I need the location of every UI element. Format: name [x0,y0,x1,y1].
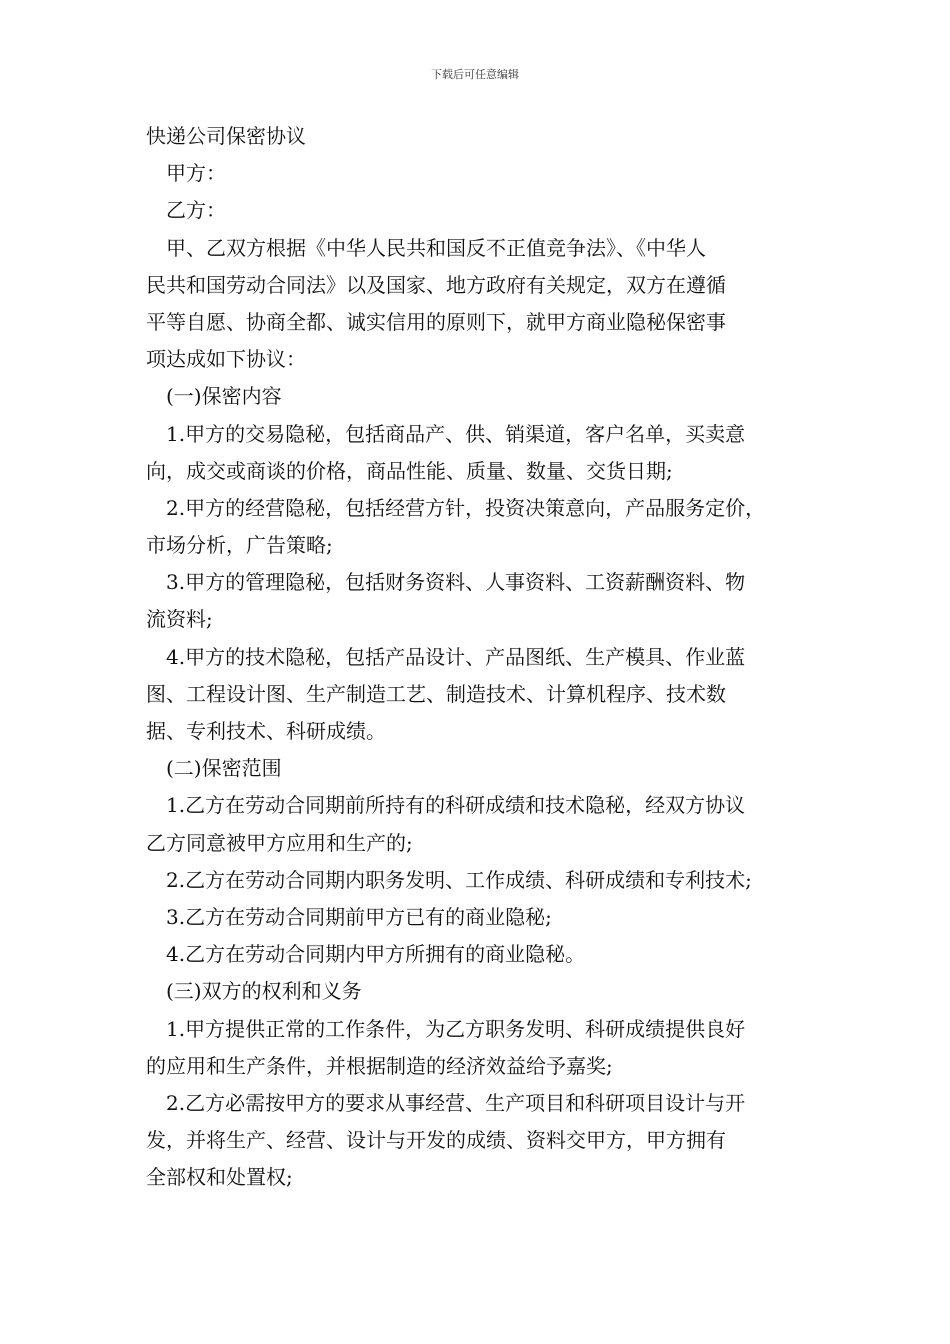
document-title: 快递公司保密协议 [146,124,306,148]
paragraph-line: 项达成如下协议： [146,347,306,372]
paragraph-line: 1.乙方在劳动合同期前所持有的科研成绩和技术隐秘，经双方协议 [146,793,746,818]
section-heading: (三)双方的权利和义务 [146,979,362,1004]
section-heading: (一)保密内容 [146,384,282,409]
paragraph-line: 2.甲方的经营隐秘，包括经营方针，投资决策意向，产品服务定价， [146,495,766,520]
paragraph-line: 据、专利技术、科研成绩。 [146,719,386,743]
paragraph-line: 全部权和处置权; [146,1165,293,1190]
paragraph-line: 2.乙方在劳动合同期内职务发明、工作成绩、科研成绩和专利技术; [146,867,752,892]
paragraph-line: 的应用和生产条件，并根据制造的经济效益给予嘉奖; [146,1053,613,1078]
page-header-note: 下载后可任意编辑 [431,68,519,81]
paragraph-line: 向，成交或商谈的价格，商品性能、质量、数量、交货日期; [146,458,673,483]
paragraph-line: 图、工程设计图、生产制造工艺、制造技术、计算机程序、技术数 [146,681,726,706]
paragraph-line: 4.乙方在劳动合同期内甲方所拥有的商业隐秘。 [146,942,586,967]
paragraph-line: 流资料; [146,607,213,632]
document-body [146,118,826,1196]
paragraph-line: 平等自愿、协商全都、诚实信用的原则下，就甲方商业隐秘保密事 [146,309,726,334]
paragraph-line: 民共和国劳动合同法》以及国家、地方政府有关规定，双方在遵循 [146,272,726,297]
paragraph-line: 乙方同意被甲方应用和生产的; [146,830,413,855]
paragraph-line: 1.甲方提供正常的工作条件，为乙方职务发明、科研成绩提供良好 [146,1016,746,1041]
paragraph-line: 市场分析，广告策略; [146,533,333,558]
party-b-line: 乙方： [146,198,226,223]
party-a-line: 甲方： [146,161,226,186]
section-heading: (二)保密范围 [146,756,282,781]
paragraph-line: 2.乙方必需按甲方的要求从事经营、生产项目和科研项目设计与开 [146,1090,746,1115]
paragraph-line: 3.乙方在劳动合同期前甲方已有的商业隐秘; [146,904,552,929]
paragraph-line: 1.甲方的交易隐秘，包括商品产、供、销渠道，客户名单，买卖意 [146,421,746,446]
paragraph-line: 3.甲方的管理隐秘，包括财务资料、人事资料、工资薪酬资料、物 [146,570,746,595]
paragraph-line: 4.甲方的技术隐秘，包括产品设计、产品图纸、生产模具、作业蓝 [146,644,746,669]
paragraph-line: 甲、乙双方根据《中华人民共和国反不正值竞争法》、《中华人 [146,235,706,260]
paragraph-line: 发，并将生产、经营、设计与开发的成绩、资料交甲方，甲方拥有 [146,1128,726,1153]
